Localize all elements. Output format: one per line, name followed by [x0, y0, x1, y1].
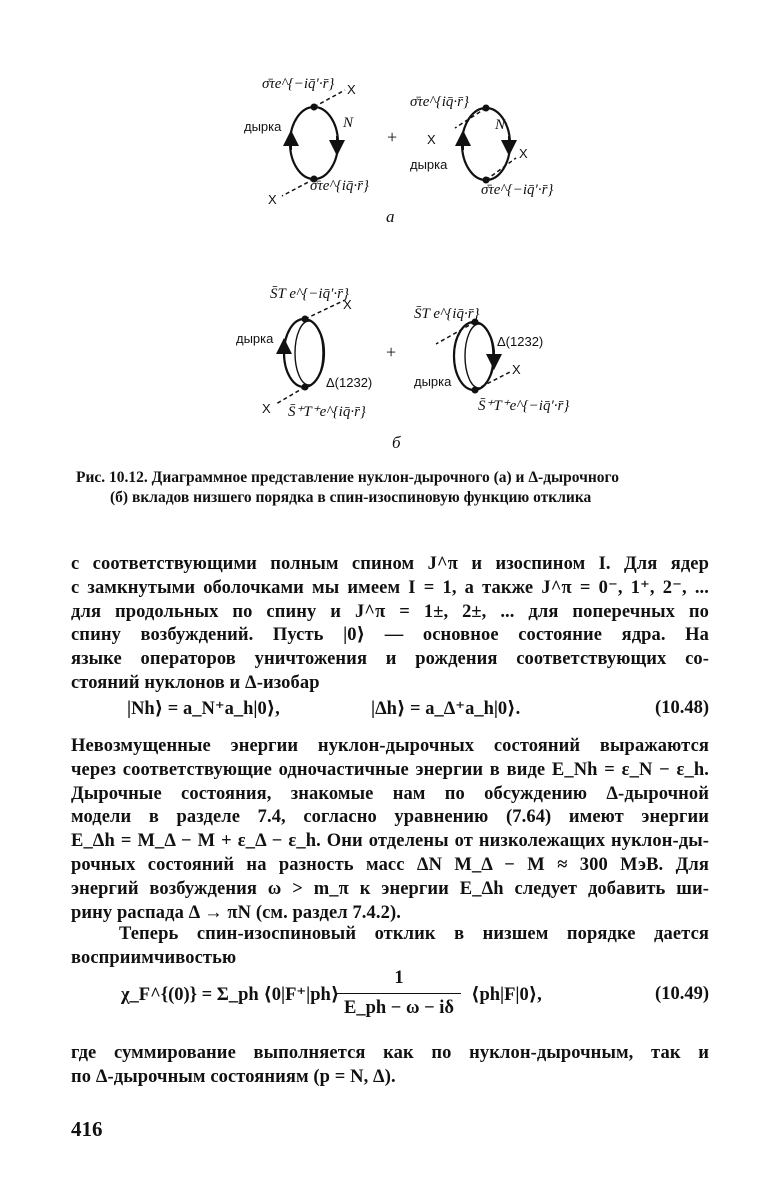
hole-label: дырка: [410, 157, 448, 172]
feynman-diagrams-figure: [0, 0, 782, 460]
external-label: X: [262, 401, 271, 416]
paragraph-2: [71, 735, 709, 925]
text-line: с замкнутыми оболочками мы имеем I = 1, а также J^π = 0⁻, 1⁺, 2⁻, ...: [71, 577, 709, 598]
vertex-label-b-left-bottom: S̄⁺T⁺e^{iq̄·r̄}: [288, 404, 366, 420]
diagram-a-right: [410, 94, 553, 198]
text-line: Дырочные состояния, знакомые нам по обсуждению Δ-дырочной: [71, 783, 709, 804]
equation-number: (10.49): [655, 984, 709, 1004]
text-line: спину возбуждений. Пусть |0⟩ — основное состояние ядра. На: [71, 625, 709, 646]
text-line: языке операторов уничтожения и рождения соответствующих со-: [71, 649, 709, 670]
particle-label: Δ(1232): [326, 375, 373, 390]
plus-sign: +: [386, 342, 397, 362]
figure-caption: [76, 468, 716, 508]
text-line: где суммирование выполняется как по нуклон-дырочным, так и: [71, 1043, 709, 1063]
diagram-a-left: [244, 76, 369, 207]
text-line: по Δ-дырочным состояниям (p = N, Δ).: [71, 1066, 396, 1087]
vertex-label-a-right-bottom: σ̄τe^{−iq̄′·r̄}: [481, 182, 554, 198]
external-label: X: [427, 132, 436, 147]
text-line: для продольных по спину и J^π = 1±, 2±, ... для поперечных по: [71, 601, 709, 622]
vertex-label-b-right-bottom: S̄⁺T⁺e^{−iq̄′·r̄}: [478, 398, 570, 414]
external-label: X: [268, 192, 277, 207]
text-line: модели в разделе 7.4, согласно уравнению (7.64) имеют энергии: [71, 807, 709, 828]
hole-label: дырка: [414, 374, 452, 389]
text-line: рочных состояний на разность масс ΔN M_Δ − M ≈ 300 МэВ. Для: [71, 854, 709, 875]
plus-sign: +: [387, 127, 398, 147]
text-line: Невозмущенные энергии нуклон-дырочных состояний выражаются: [71, 736, 709, 756]
vertex-label-a-left-top: σ̄τe^{−iq̄′·r̄}: [262, 76, 335, 92]
text-line: энергий возбуждения ω > m_π к энергии E_Δh следует добавить ши-: [71, 878, 709, 899]
fraction-numerator: 1: [394, 968, 404, 988]
vertex-label-a-right-top: σ̄τe^{iq̄·r̄}: [410, 94, 470, 110]
text-line: Теперь спин-изоспиновый отклик в низшем порядке дается: [119, 924, 709, 944]
text-line: через соответствующие одночастичные энергии в виде E_Nh = ε_N − ε_h.: [71, 759, 709, 780]
fraction-denominator: E_ph − ω − iδ: [343, 998, 454, 1018]
external-label: X: [519, 146, 528, 161]
paragraph-3: [71, 923, 709, 971]
page-number: 416: [71, 1117, 103, 1141]
text-line: рину распада Δ → πN (см. раздел 7.4.2).: [71, 902, 401, 923]
caption-line-1: Рис. 10.12. Диаграммное представление нуклон-дырочного (а) и Δ-дырочного: [76, 469, 619, 486]
particle-label: Δ(1232): [497, 334, 544, 349]
text-line: E_Δh = M_Δ − M + ε_Δ − ε_h. Они отделены от низколежащих нуклон-ды-: [71, 831, 709, 852]
paragraph-4: [71, 1042, 709, 1090]
diagram-b-right: [414, 306, 569, 414]
vertex-label-b-left-top: S̄T e^{−iq̄′·r̄}: [270, 286, 349, 302]
caption-line-2: (б) вкладов низшего порядка в спин-изоспиновую функцию отклика: [110, 489, 592, 506]
figure-letter-b: б: [392, 433, 401, 452]
figure-letter-a: а: [386, 207, 395, 226]
particle-label: N: [495, 117, 506, 133]
equation-number: (10.48): [655, 698, 709, 718]
vertex-label-b-right-top: S̄T e^{iq̄·r̄}: [414, 306, 480, 322]
hole-label: дырка: [244, 119, 282, 134]
equation-rhs: ⟨ph|F|0⟩,: [471, 985, 542, 1005]
particle-label: N: [343, 115, 354, 131]
paragraph-1: [71, 553, 709, 696]
external-label: X: [343, 297, 352, 312]
fraction-bar: [337, 993, 461, 994]
external-label: X: [512, 362, 521, 377]
text-line: стояний нуклонов и Δ-изобар: [71, 672, 320, 693]
vertex-label-a-left-bottom: σ̄τe^{iq̄·r̄}: [310, 178, 370, 194]
equation-lhs: |Nh⟩ = a_N⁺a_h|0⟩,: [127, 699, 280, 719]
external-label: X: [347, 82, 356, 97]
hole-label: дырка: [236, 331, 274, 346]
text-line: восприимчивостью: [71, 947, 237, 968]
equation-10-49: [71, 968, 709, 1028]
equation-lhs: χ_F^{(0)} = Σ_ph ⟨0|F⁺|ph⟩: [121, 985, 340, 1005]
equation-rhs: |Δh⟩ = a_Δ⁺a_h|0⟩.: [371, 699, 521, 719]
diagram-b-left: [236, 286, 372, 420]
text-line: с соответствующими полным спином J^π и изоспином I. Для ядер: [71, 554, 709, 574]
